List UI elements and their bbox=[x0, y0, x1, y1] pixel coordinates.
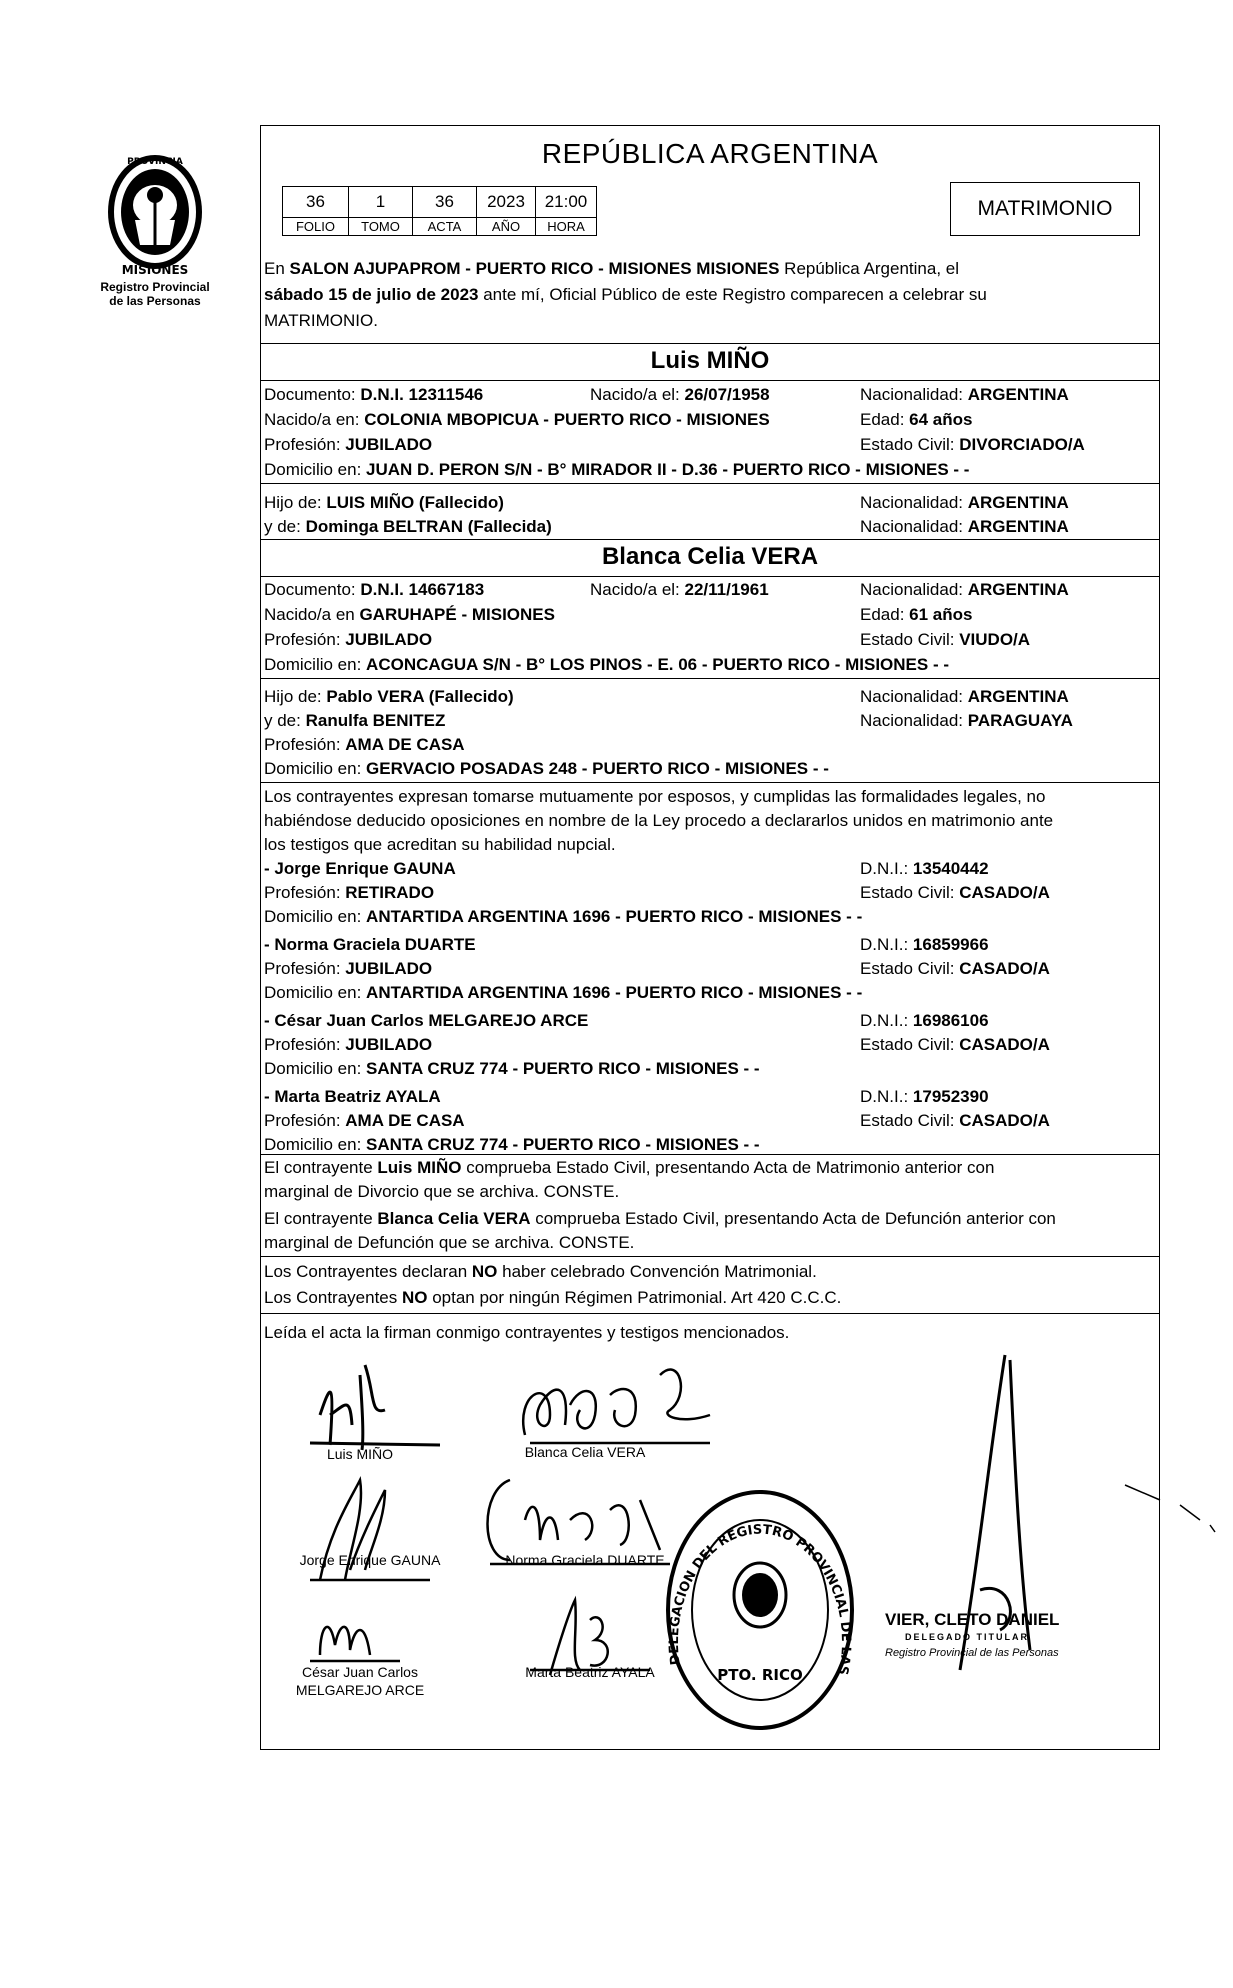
witness-name: - Norma Graciela DUARTE bbox=[264, 935, 476, 954]
tomo-value: 1 bbox=[349, 187, 413, 218]
witness-address: Domicilio en: SANTA CRUZ 774 - PUERTO RICO - MISIONES - - bbox=[264, 1059, 760, 1078]
official-office: Registro Provincial de las Personas bbox=[885, 1647, 1059, 1659]
declaration-line-1: Los contrayentes expresan tomarse mutuamente por esposos, y cumplidas las formalidades legales, no bbox=[264, 787, 1046, 806]
witness4-signature-label: Marta Beatriz AYALA bbox=[525, 1664, 655, 1680]
anio-value: 2023 bbox=[477, 187, 536, 218]
acta-label: ACTA bbox=[413, 218, 477, 236]
seal-text: DELEGACION DEL REGISTRO PROVINCIAL DE LAS PERSONAS bbox=[654, 1474, 854, 1677]
acta-value: 36 bbox=[413, 187, 477, 218]
document-type-box: MATRIMONIO bbox=[950, 182, 1140, 236]
groom-document: Documento: D.N.I. 12311546 bbox=[264, 385, 484, 404]
folio-value: 36 bbox=[283, 187, 349, 218]
witness-dni: D.N.I.: 13540442 bbox=[860, 859, 989, 878]
margin-marks bbox=[1120, 1480, 1220, 1540]
witness-address: Domicilio en: ANTARTIDA ARGENTINA 1696 - PUERTO RICO - MISIONES - - bbox=[264, 907, 863, 926]
bride-document: Documento: D.N.I. 14667183 bbox=[264, 580, 485, 599]
seal-bottom-text: MISIONES bbox=[121, 263, 189, 277]
witness-civil-status: Estado Civil: CASADO/A bbox=[860, 1035, 1050, 1054]
bride-mother-nationality: Nacionalidad: PARAGUAYA bbox=[860, 711, 1073, 730]
witness-address: Domicilio en: ANTARTIDA ARGENTINA 1696 - PUERTO RICO - MISIONES - - bbox=[264, 983, 863, 1002]
groom-address: Domicilio en: JUAN D. PERON S/N - B° MIRADOR II - D.36 - PUERTO RICO - MISIONES - - bbox=[264, 460, 970, 479]
bride-father-nationality: Nacionalidad: ARGENTINA bbox=[860, 687, 1069, 706]
witness3-signature bbox=[300, 1595, 410, 1675]
witness-civil-status: Estado Civil: CASADO/A bbox=[860, 959, 1050, 978]
declaration-line-2: habiéndose deducido oposiciones en nombre de la Ley procedo a declararlos unidos en matrimonio ante bbox=[264, 811, 1054, 830]
witness-profession: Profesión: JUBILADO bbox=[264, 959, 433, 978]
witness-profession: Profesión: RETIRADO bbox=[264, 883, 435, 902]
bride-address: Domicilio en: ACONCAGUA S/N - B° LOS PINOS - E. 06 - PUERTO RICO - MISIONES - - bbox=[264, 655, 950, 674]
ceremony-date: sábado 15 de julio de 2023 bbox=[264, 285, 479, 304]
intro-text: ante mí, Oficial Público de este Registro comparecen a celebrar su bbox=[478, 285, 987, 304]
closing-statement: Leída el acta la firman conmigo contrayentes y testigos mencionados. bbox=[264, 1323, 790, 1342]
groom-birthplace: Nacido/a en: COLONIA MBOPICUA - PUERTO RICO - MISIONES bbox=[264, 410, 770, 429]
intro-line-1 bbox=[264, 258, 959, 279]
witness3-signature-label-1: César Juan Carlos bbox=[302, 1664, 418, 1680]
seal-top-text: PROVINCIA bbox=[127, 157, 183, 167]
bride-father: Hijo de: Pablo VERA (Fallecido) bbox=[264, 687, 514, 706]
logo-caption-line2: de las Personas bbox=[109, 294, 201, 308]
groom-mother: y de: Dominga BELTRAN (Fallecida) bbox=[264, 517, 552, 536]
witness-dni: D.N.I.: 16986106 bbox=[860, 1011, 989, 1030]
witness-name: - César Juan Carlos MELGAREJO ARCE bbox=[264, 1011, 589, 1030]
hora-label: HORA bbox=[536, 218, 597, 236]
groom-name-heading: Luis MIÑO bbox=[650, 347, 770, 374]
groom-mother-nationality: Nacionalidad: ARGENTINA bbox=[860, 517, 1069, 536]
convention-note: Los Contrayentes declaran NO haber celebrado Convención Matrimonial. bbox=[264, 1262, 817, 1281]
bride-mother-address: Domicilio en: GERVACIO POSADAS 248 - PUERTO RICO - MISIONES - - bbox=[264, 759, 829, 778]
groom-nationality: Nacionalidad: ARGENTINA bbox=[860, 385, 1069, 404]
bride-name-heading: Blanca Celia VERA bbox=[601, 543, 819, 570]
groom-father: Hijo de: LUIS MIÑO (Fallecido) bbox=[264, 493, 504, 512]
hora-value: 21:00 bbox=[536, 187, 597, 218]
witness-civil-status: Estado Civil: CASADO/A bbox=[860, 1111, 1050, 1130]
bride-birth-date: Nacido/a el: 22/11/1961 bbox=[590, 580, 769, 599]
groom-status-note-2: marginal de Divorcio que se archiva. CONSTE. bbox=[264, 1182, 620, 1201]
anio-label: AÑO bbox=[477, 218, 536, 236]
ceremony-place: SALON AJUPAPROM - PUERTO RICO - MISIONES MISIONES bbox=[289, 259, 780, 278]
witness-address: Domicilio en: SANTA CRUZ 774 - PUERTO RICO - MISIONES - - bbox=[264, 1135, 760, 1154]
witness-name: - Marta Beatriz AYALA bbox=[264, 1087, 441, 1106]
groom-father-nationality: Nacionalidad: ARGENTINA bbox=[860, 493, 1069, 512]
groom-age: Edad: 64 años bbox=[860, 410, 973, 429]
tomo-label: TOMO bbox=[349, 218, 413, 236]
bride-civil-status: Estado Civil: VIUDO/A bbox=[860, 630, 1031, 649]
bride-mother: y de: Ranulfa BENITEZ bbox=[264, 711, 446, 730]
intro-text: República Argentina, el bbox=[779, 259, 959, 278]
bride-nationality: Nacionalidad: ARGENTINA bbox=[860, 580, 1069, 599]
bride-status-note: El contrayente Blanca Celia VERA comprueba Estado Civil, presentando Acta de Defunción anterior con bbox=[264, 1209, 1056, 1228]
official-seal bbox=[654, 1474, 860, 1735]
witness1-signature-label: Jorge Enrique GAUNA bbox=[299, 1552, 441, 1568]
witness-dni: D.N.I.: 16859966 bbox=[860, 935, 989, 954]
witness3-signature-label-2: MELGAREJO ARCE bbox=[295, 1682, 425, 1698]
witness-civil-status: Estado Civil: CASADO/A bbox=[860, 883, 1050, 902]
groom-civil-status: Estado Civil: DIVORCIADO/A bbox=[860, 435, 1085, 454]
bride-signature-label: Blanca Celia VERA bbox=[524, 1444, 646, 1460]
witness-name: - Jorge Enrique GAUNA bbox=[264, 859, 456, 878]
folio-label: FOLIO bbox=[283, 218, 349, 236]
bride-birthplace: Nacido/a en GARUHAPÉ - MISIONES bbox=[264, 605, 555, 624]
bride-profession: Profesión: JUBILADO bbox=[264, 630, 433, 649]
patrimonial-regime-note: Los Contrayentes NO optan por ningún Régimen Patrimonial. Art 420 C.C.C. bbox=[264, 1288, 842, 1307]
bride-signature bbox=[510, 1355, 730, 1455]
page-title: REPÚBLICA ARGENTINA bbox=[541, 138, 879, 169]
intro-text: En bbox=[264, 259, 290, 278]
groom-signature-label: Luis MIÑO bbox=[326, 1446, 394, 1462]
groom-profession: Profesión: JUBILADO bbox=[264, 435, 433, 454]
declaration-line-3: los testigos que acreditan su habilidad nupcial. bbox=[264, 835, 616, 854]
witness-dni: D.N.I.: 17952390 bbox=[860, 1087, 989, 1106]
logo-caption-line1: Registro Provincial bbox=[100, 280, 210, 294]
intro-line-2 bbox=[264, 284, 987, 305]
seal-bottom-text: PTO. RICO bbox=[717, 1666, 803, 1684]
bride-age: Edad: 61 años bbox=[860, 605, 973, 624]
bride-mother-profession: Profesión: AMA DE CASA bbox=[264, 735, 465, 754]
registry-table bbox=[282, 186, 597, 236]
bride-status-note-2: marginal de Defunción que se archiva. CONSTE. bbox=[264, 1233, 635, 1252]
witness1-signature bbox=[290, 1470, 440, 1590]
witness-profession: Profesión: AMA DE CASA bbox=[264, 1111, 465, 1130]
intro-line-3: MATRIMONIO. bbox=[264, 311, 378, 330]
groom-status-note: El contrayente Luis MIÑO comprueba Estado Civil, presentando Acta de Matrimonio anterior con bbox=[264, 1158, 995, 1177]
witness-profession: Profesión: JUBILADO bbox=[264, 1035, 433, 1054]
groom-birth-date: Nacido/a el: 26/07/1958 bbox=[590, 385, 770, 404]
witness2-signature-label: Norma Graciela DUARTE bbox=[505, 1552, 665, 1568]
official-name: VIER, CLETO DANIEL bbox=[885, 1610, 1060, 1629]
official-role: DELEGADO TITULAR bbox=[905, 1632, 1029, 1642]
logo-caption bbox=[80, 280, 230, 308]
